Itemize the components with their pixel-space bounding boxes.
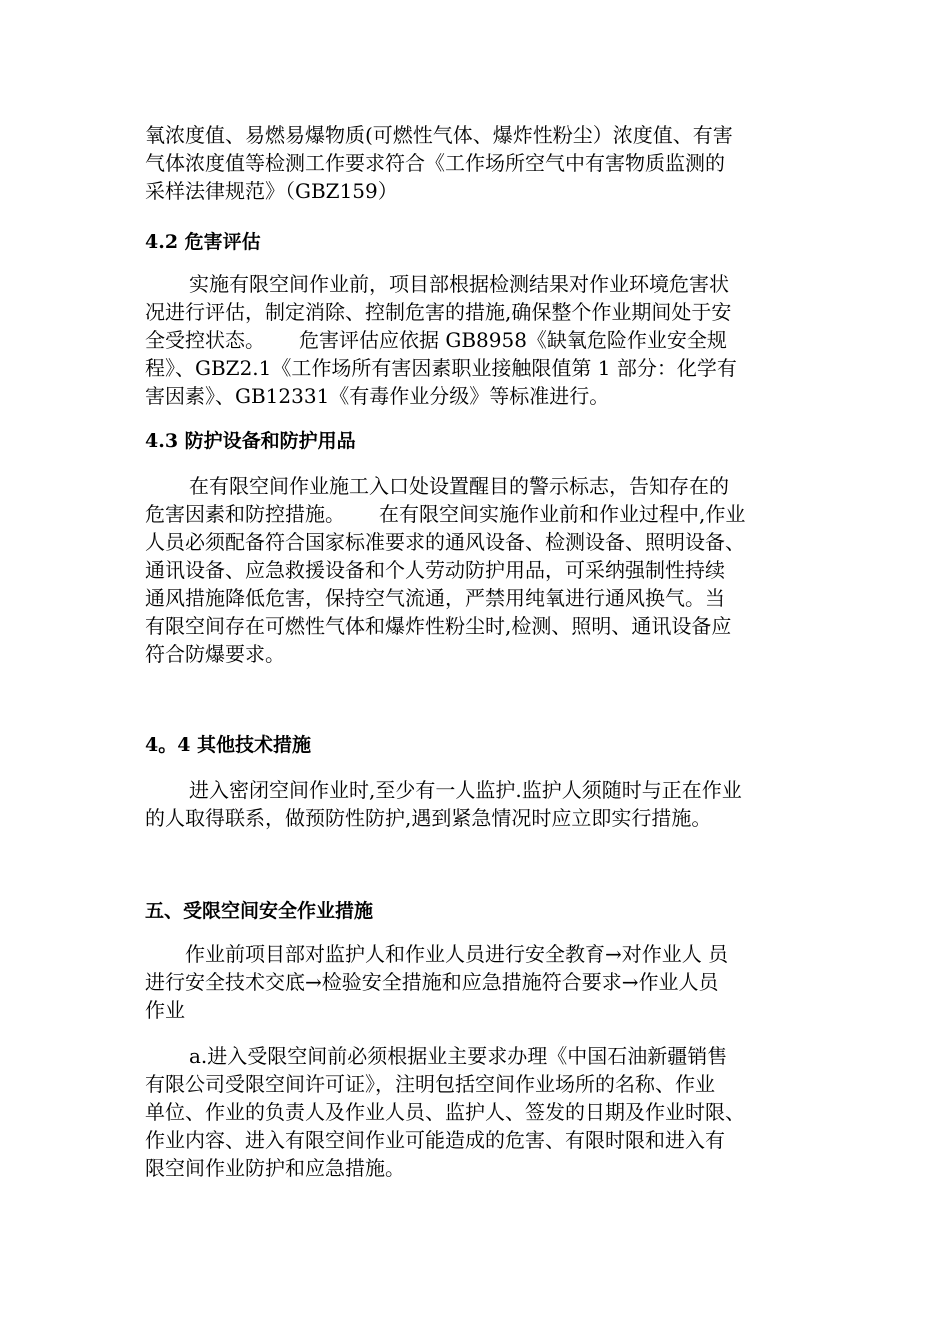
- heading-section-5: 五、受限空间安全作业措施: [145, 900, 374, 922]
- text-line: 单位、作业的负责人及作业人员、监护人、签发的日期及作业时限、: [145, 1100, 745, 1124]
- text-segment: 在有限空间实施作业前和作业过程中,作业: [379, 502, 746, 526]
- text-line: 作业内容、进入有限空间作业可能造成的危害、有限时限和进入有: [145, 1128, 725, 1152]
- text-line: 符合防爆要求。: [145, 642, 285, 666]
- text-line: 程》、GBZ2.1《工作场所有害因素职业接触限值第 1 部分：化学有: [145, 356, 737, 380]
- text-line: 进行安全技术交底→检验安全措施和应急措施符合要求→作业人员: [145, 970, 719, 994]
- text-line: 实施有限空间作业前，项目部根据检测结果对作业环境危害状: [189, 272, 729, 296]
- text-line: 气体浓度值等检测工作要求符合《工作场所空气中有害物质监测的: [145, 151, 725, 175]
- paragraph-permit: [145, 1042, 810, 1182]
- text-line: 害因素》、GB12331《有毒作业分级》等标准进行。: [145, 384, 610, 408]
- text-line: 作业前项目部对监护人和作业人员进行安全教育→对作业人 员: [185, 942, 729, 966]
- heading-4-4: 4。4 其他技术措施: [145, 734, 312, 756]
- text-line: 采样法律规范》（GBZ159）: [145, 179, 398, 203]
- text-line: 在有限空间作业施工入口处设置醒目的警示标志，告知存在的: [189, 474, 729, 498]
- text-segment: 危害因素和防控措施。: [145, 502, 345, 526]
- text-line: 的人取得联系，做预防性防护,遇到紧急情况时应立即实行措施。: [145, 806, 712, 830]
- text-line: 有限空间存在可燃性气体和爆炸性粉尘时,检测、照明、通讯设备应: [145, 614, 732, 638]
- paragraph-other-measures: [145, 776, 810, 832]
- text-line: 进入密闭空间作业时,至少有一人监护.监护人须随时与正在作业: [189, 778, 742, 802]
- paragraph-workflow: [145, 940, 810, 1024]
- text-line: 作业: [145, 998, 185, 1022]
- text-line: 氧浓度值、易燃易爆物质(可燃性气体、爆炸性粉尘）浓度值、有害: [145, 123, 733, 147]
- heading-4-2: 4.2 危害评估: [145, 231, 261, 253]
- paragraph-protective-equipment: [145, 472, 810, 668]
- text-line: 有限公司受限空间许可证》，注明包括空间作业场所的名称、作业: [145, 1072, 715, 1096]
- text-line: 通风措施降低危害，保持空气流通，严禁用纯氧进行通风换气。当: [145, 586, 725, 610]
- paragraph-detection-standards: [145, 121, 810, 205]
- text-line: a.进入受限空间前必须根据业主要求办理《中国石油新疆销售: [189, 1044, 728, 1068]
- text-segment: 全受控状态。: [145, 328, 265, 352]
- text-segment: 危害评估应依据 GB8958《缺氧危险作业安全规: [299, 328, 727, 352]
- text-line: 通讯设备、应急救援设备和个人劳动防护用品，可采纳强制性持续: [145, 558, 725, 582]
- text-line: 人员必须配备符合国家标准要求的通风设备、检测设备、照明设备、: [145, 530, 745, 554]
- text-line: [145, 500, 810, 528]
- heading-4-3: 4.3 防护设备和防护用品: [145, 430, 356, 452]
- text-line: 限空间作业防护和应急措施。: [145, 1156, 405, 1180]
- text-line: [145, 326, 810, 354]
- text-line: 况进行评估，制定消除、控制危害的措施,确保整个作业期间处于安: [145, 300, 732, 324]
- paragraph-hazard-assessment: [145, 270, 810, 410]
